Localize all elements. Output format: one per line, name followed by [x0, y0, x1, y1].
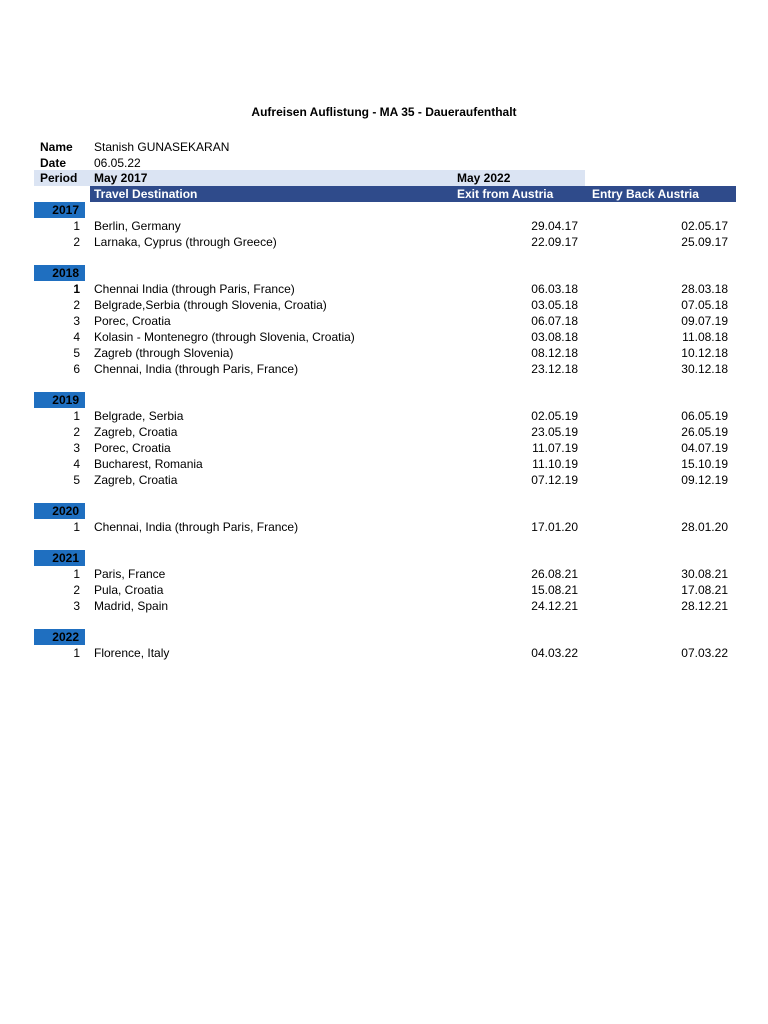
- trip-exit-date: 07.12.19: [531, 472, 578, 487]
- trip-exit-date: 03.05.18: [531, 297, 578, 312]
- trip-row: [0, 424, 768, 440]
- year-header-row: [0, 629, 768, 645]
- trip-row: [0, 472, 768, 488]
- trip-exit-date: 08.12.18: [531, 345, 578, 360]
- date-label: Date: [40, 156, 67, 170]
- trip-row: [0, 440, 768, 456]
- trip-entry-date: 30.08.21: [681, 567, 728, 581]
- period-row: [0, 170, 768, 186]
- trip-destination: Chennai, India (through Paris, France): [94, 361, 299, 376]
- trip-entry-date: 30.12.18: [681, 361, 728, 376]
- trip-exit-date: 02.05.19: [531, 409, 578, 423]
- trip-number: 2: [73, 582, 80, 597]
- year-header-row: [0, 202, 768, 218]
- year-badge: 2020: [34, 503, 85, 519]
- trip-entry-date: 02.05.17: [681, 219, 728, 233]
- trip-destination: Paris, France: [94, 567, 166, 581]
- trip-number: 5: [73, 345, 80, 360]
- trip-number: 4: [73, 329, 80, 344]
- trip-entry-date: 15.10.19: [681, 456, 728, 471]
- trip-exit-date: 23.12.18: [531, 361, 578, 376]
- trip-number: 3: [73, 313, 80, 328]
- year-badge: 2019: [34, 392, 85, 408]
- trip-number: 2: [73, 297, 80, 312]
- trip-destination: Bucharest, Romania: [94, 456, 203, 471]
- trip-row: [0, 566, 768, 582]
- trip-destination: Larnaka, Cyprus (through Greece): [94, 234, 277, 249]
- trip-row: [0, 297, 768, 313]
- trip-destination: Pula, Croatia: [94, 582, 164, 597]
- trip-number: 5: [73, 472, 80, 487]
- trip-entry-date: 11.08.18: [682, 329, 728, 344]
- trip-exit-date: 06.03.18: [531, 282, 578, 296]
- trip-destination: Chennai India (through Paris, France): [94, 282, 295, 296]
- trip-exit-date: 11.07.19: [532, 440, 578, 455]
- trip-number: 1: [73, 219, 80, 233]
- trip-row: [0, 313, 768, 329]
- trip-destination: Kolasin - Montenegro (through Slovenia, Croatia): [94, 329, 355, 344]
- column-header-exit: Exit from Austria: [457, 187, 554, 201]
- year-header-row: [0, 503, 768, 519]
- trip-destination: Berlin, Germany: [94, 219, 181, 233]
- trip-entry-date: 10.12.18: [681, 345, 728, 360]
- trip-row: [0, 598, 768, 614]
- column-header-destination: Travel Destination: [94, 187, 198, 201]
- trip-destination: Belgrade, Serbia: [94, 409, 184, 423]
- trip-row: [0, 329, 768, 345]
- trip-number: 4: [73, 456, 80, 471]
- trip-entry-date: 28.01.20: [681, 520, 728, 534]
- document-title: Aufreisen Auflistung - MA 35 - Daueraufenthalt: [251, 105, 517, 119]
- period-from: May 2017: [94, 171, 148, 185]
- trip-exit-date: 04.03.22: [531, 646, 578, 660]
- trip-destination: Zagreb (through Slovenia): [94, 345, 234, 360]
- trip-number: 1: [73, 409, 80, 423]
- trip-entry-date: 09.07.19: [681, 313, 728, 328]
- trip-entry-date: 26.05.19: [681, 424, 728, 439]
- trip-exit-date: 23.05.19: [531, 424, 578, 439]
- trip-number: 1: [73, 646, 80, 660]
- trip-number: 3: [73, 598, 80, 613]
- trip-row: [0, 456, 768, 472]
- trip-destination: Florence, Italy: [94, 646, 170, 660]
- year-badge: 2018: [34, 265, 85, 281]
- trip-destination: Chennai, India (through Paris, France): [94, 520, 299, 534]
- trip-destination: Porec, Croatia: [94, 313, 171, 328]
- name-row: [0, 139, 768, 155]
- period-to: May 2022: [457, 171, 511, 185]
- trip-row: [0, 645, 768, 661]
- column-header-entry: Entry Back Austria: [592, 187, 699, 201]
- trip-row: [0, 234, 768, 250]
- year-header-row: [0, 265, 768, 281]
- period-label: Period: [40, 171, 78, 185]
- trip-number: 3: [73, 440, 80, 455]
- trip-number: 2: [73, 234, 80, 249]
- name-label: Name: [40, 140, 73, 154]
- trip-row: [0, 582, 768, 598]
- trip-exit-date: 15.08.21: [531, 582, 578, 597]
- trip-destination: Belgrade,Serbia (through Slovenia, Croatia): [94, 297, 327, 312]
- trip-exit-date: 03.08.18: [531, 329, 578, 344]
- trip-number: 1: [73, 567, 80, 581]
- trip-exit-date: 06.07.18: [531, 313, 578, 328]
- year-header-row: [0, 550, 768, 566]
- trip-number: 1: [73, 520, 80, 534]
- trip-number: 1: [73, 282, 80, 296]
- date-value: 06.05.22: [94, 156, 141, 170]
- trip-entry-date: 04.07.19: [681, 440, 728, 455]
- year-badge: 2022: [34, 629, 85, 645]
- trip-exit-date: 24.12.21: [531, 598, 578, 613]
- trip-row: [0, 345, 768, 361]
- name-value: Stanish GUNASEKARAN: [94, 140, 230, 154]
- trip-row: [0, 218, 768, 234]
- trip-entry-date: 17.08.21: [681, 582, 728, 597]
- trip-exit-date: 11.10.19: [532, 456, 578, 471]
- trip-destination: Porec, Croatia: [94, 440, 171, 455]
- trip-entry-date: 07.05.18: [681, 297, 728, 312]
- trip-entry-date: 09.12.19: [681, 472, 728, 487]
- trip-exit-date: 22.09.17: [531, 234, 578, 249]
- trip-destination: Madrid, Spain: [94, 598, 169, 613]
- trip-row: [0, 408, 768, 424]
- trip-destination: Zagreb, Croatia: [94, 424, 178, 439]
- trip-number: 6: [73, 361, 80, 376]
- date-row: [0, 155, 768, 171]
- year-badge: 2017: [34, 202, 85, 218]
- trip-row: [0, 519, 768, 535]
- year-badge: 2021: [34, 550, 85, 566]
- trip-entry-date: 25.09.17: [681, 234, 728, 249]
- column-header-row: [0, 186, 768, 202]
- trip-exit-date: 26.08.21: [531, 567, 578, 581]
- trip-exit-date: 29.04.17: [531, 219, 578, 233]
- trip-entry-date: 28.12.21: [681, 598, 728, 613]
- trip-number: 2: [73, 424, 80, 439]
- trip-exit-date: 17.01.20: [531, 520, 578, 534]
- trip-row: [0, 281, 768, 297]
- trip-row: [0, 361, 768, 377]
- year-header-row: [0, 392, 768, 408]
- trip-entry-date: 28.03.18: [681, 282, 728, 296]
- trip-destination: Zagreb, Croatia: [94, 472, 178, 487]
- trip-entry-date: 07.03.22: [681, 646, 728, 660]
- trip-entry-date: 06.05.19: [681, 409, 728, 423]
